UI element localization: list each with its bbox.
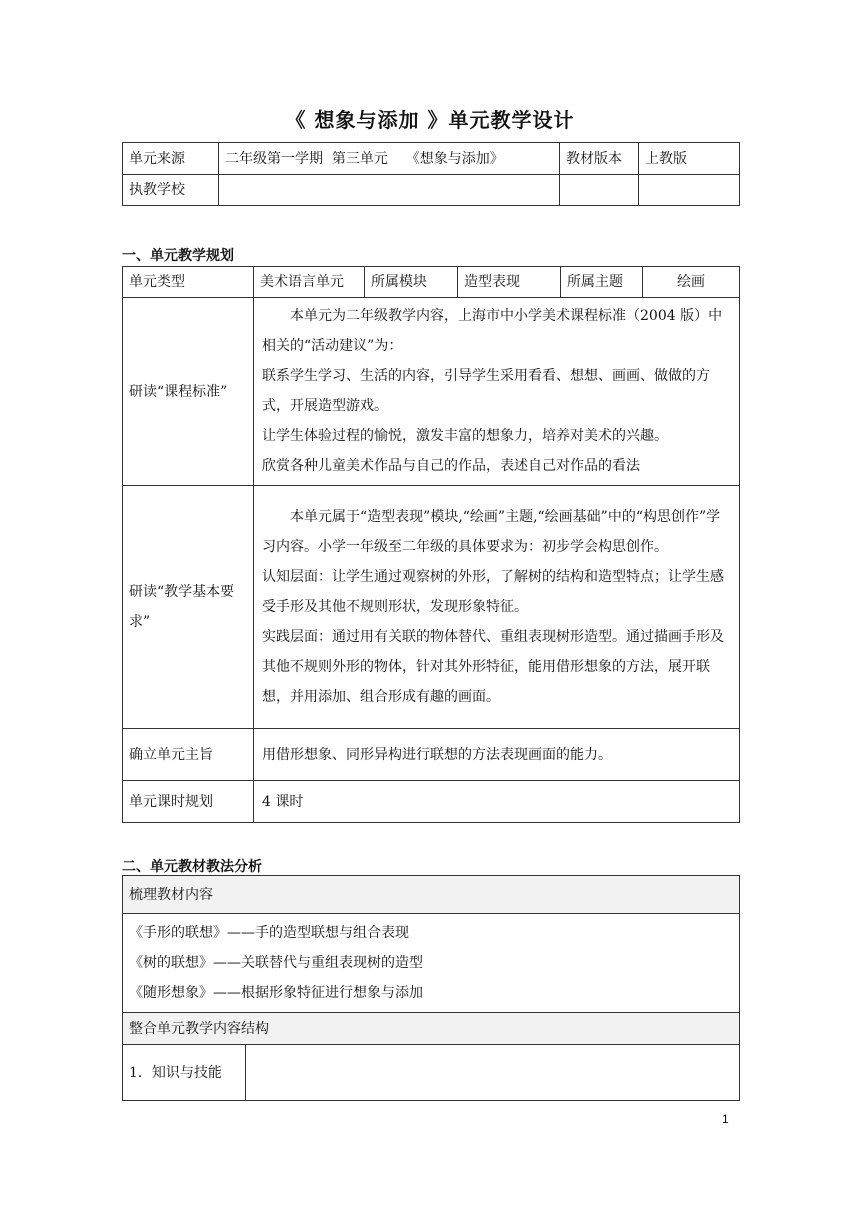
standard-para: 欣赏各种儿童美术作品与自己的作品，表述自己对作品的看法 <box>262 458 640 474</box>
document-title: 《 想象与添加 》单元教学设计 <box>285 108 575 132</box>
school-label: 执教学校 <box>123 175 219 206</box>
standard-content <box>254 298 740 486</box>
standard-label: 研读“课程标准” <box>123 298 254 486</box>
theme-label: 所属主题 <box>561 267 643 298</box>
standard-para: 本单元为二年级教学内容，上海市中小学美术课程标准（2004 版）中相关的“活动建议”为： <box>262 308 723 354</box>
school-value <box>219 175 560 206</box>
content-list <box>123 914 740 1013</box>
edition-value: 上教版 <box>639 143 740 175</box>
basic-req-label: 研读“教学基本要求” <box>123 486 254 729</box>
skill-label: 1．知识与技能 <box>123 1045 246 1101</box>
content-item: 《随形想象》——根据形象特征进行想象与添加 <box>129 985 423 1001</box>
standard-para: 联系学生学习、生活的内容，引导学生采用看看、想想、画画、做做的方式，开展造型游戏。 <box>262 368 710 414</box>
unit-type-value: 美术语言单元 <box>254 267 365 298</box>
hours-value: 4 课时 <box>254 781 740 823</box>
blank-cell <box>560 175 639 206</box>
aim-value: 用借形想象、同形异构进行联想的方法表现画面的能力。 <box>254 729 740 781</box>
section2-heading: 二、单元教材教法分析 <box>122 859 262 875</box>
hours-label: 单元课时规划 <box>123 781 254 823</box>
standard-para: 让学生体验过程的愉悦，激发丰富的想象力，培养对美术的兴趣。 <box>262 428 668 444</box>
aim-label: 确立单元主旨 <box>123 729 254 781</box>
planning-table <box>122 266 740 823</box>
basic-req-para: 认知层面：让学生通过观察树的外形，了解树的结构和造型特点；让学生感受手形及其他不规则形状，发现形象特征。 <box>262 569 724 615</box>
basic-req-content <box>254 486 740 729</box>
content-item: 《手形的联想》——手的造型联想与组合表现 <box>129 925 409 941</box>
page-number: 1 <box>722 1112 729 1126</box>
structure-header: 整合单元教学内容结构 <box>123 1013 740 1045</box>
module-label: 所属模块 <box>365 267 458 298</box>
module-value: 造型表现 <box>458 267 561 298</box>
content-item: 《树的联想》——关联替代与重组表现树的造型 <box>129 955 423 971</box>
theme-value: 绘画 <box>643 267 740 298</box>
section1-heading: 一、单元教学规划 <box>122 248 234 264</box>
basic-req-para: 实践层面：通过用有关联的物体替代、重组表现树形造型。通过描画手形及其他不规则外形的物体，针对其外形特征，能用借形想象的方法，展开联想，并用添加、组合形成有趣的画面。 <box>262 629 724 705</box>
source-value: 二年级第一学期 第三单元 《想象与添加》 <box>219 143 560 175</box>
analysis-table <box>122 875 740 1101</box>
basic-req-para: 本单元属于“造型表现”模块,“绘画”主题,“绘画基础”中的“构思创作”学习内容。小学一年级至二年级的具体要求为：初步学会构思创作。 <box>262 509 721 555</box>
info-table <box>122 142 740 206</box>
unit-type-label: 单元类型 <box>123 267 254 298</box>
edition-label: 教材版本 <box>560 143 639 175</box>
source-label: 单元来源 <box>123 143 219 175</box>
skill-value <box>246 1045 740 1101</box>
blank-cell <box>639 175 740 206</box>
content-header: 梳理教材内容 <box>123 876 740 914</box>
